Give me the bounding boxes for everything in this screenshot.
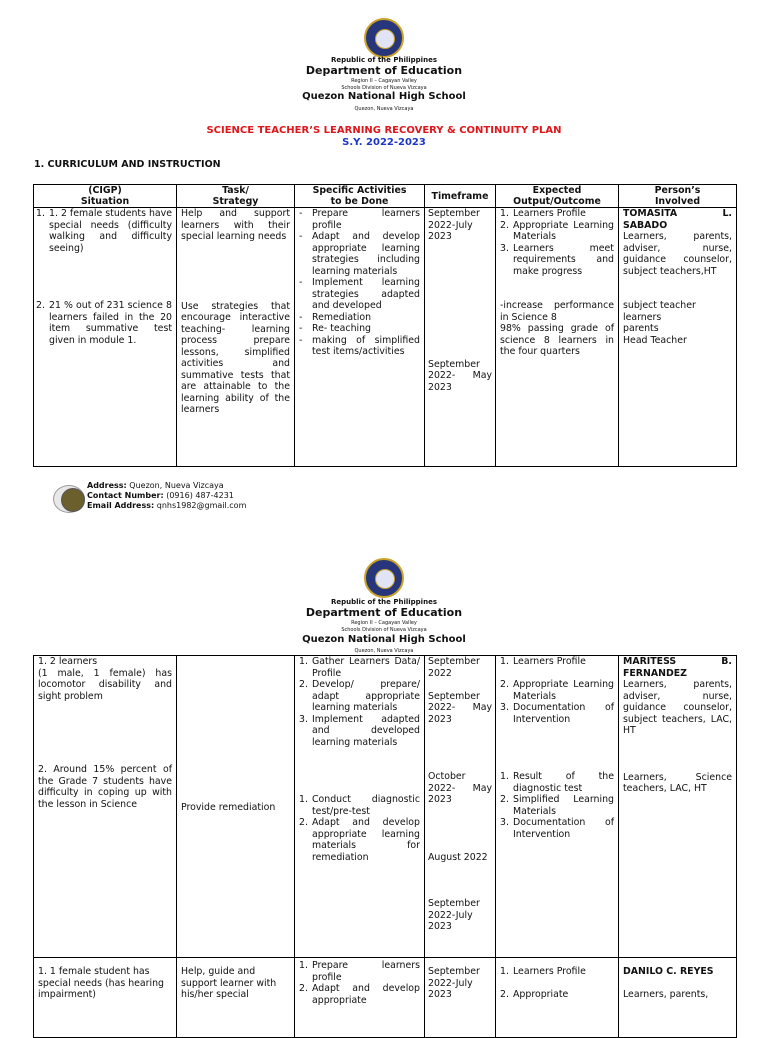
persons-cell [619,656,737,958]
deped-seal-logo [364,558,404,598]
output-item: 2. Appropriate [500,989,569,1000]
persons-name: TOMASITA L. SABADO [623,208,732,231]
output-cell [496,208,619,467]
activities-cell [295,208,425,467]
region-line: Region II – Cagayan Valley [351,620,417,626]
output-item: 1. Result of the diagnostic test [500,771,614,794]
output-item: 1. Learners Profile [500,966,586,977]
header-task: Task/ Strategy [177,185,295,208]
division-line: Schools Division of Nueva Vizcaya [341,627,427,633]
timeframe-text: September 2022-July 2023 [428,208,480,242]
situation-item: 2. 21 % out of 231 science 8 learners failed in the 20 item summative test given in module 1. [36,300,172,346]
task-text: Help, guide and support learner with his/her special [181,966,277,1000]
timeframe-text: September 2022-July 2023 [428,966,480,1000]
situation-item: 1. 1. 2 female students have special needs (difficulty walking and difficulty seeing) [36,208,172,254]
activity-item: 2. Adapt and develop appropriate [299,983,420,1006]
timeframe-text: September 2022- May 2023 [428,358,492,393]
timeframe-text: August 2022 [428,851,488,863]
output-item: 3. Documentation of Intervention [500,702,614,725]
activity-item: 1. Prepare learners profile [299,960,420,983]
deped-seal-logo [364,18,404,58]
persons-list: Learners, parents, [623,989,709,1000]
task-cell [177,656,295,958]
activity-item: 1. Gather Learners Data/ Profile [299,656,420,679]
persons-list: subject teacher learners parents Head Teacher [623,300,696,346]
school-location: Quezon, Nueva Vizcaya [354,648,414,654]
region-line: Region II – Cagayan Valley [351,78,417,84]
department-heading: Department of Education [305,606,463,619]
activity-item: - Implement learning strategies adapted and developed [299,277,420,311]
output-item: 2. Appropriate Learning Materials [500,679,614,702]
timeframe-text: September 2022- May 2023 [428,690,492,725]
plan-table-1 [33,184,737,467]
timeframe-text: September 2022-July 2023 [428,898,480,932]
timeframe-cell [425,208,496,467]
school-name: Quezon National High School [302,634,466,645]
footer-email[interactable]: Email Address: qnhs1982@gmail.com [87,501,247,510]
activity-item: - Re- teaching [299,323,372,334]
situation-text: 1. 1 female student has special needs (has hearing impairment) [38,966,164,1000]
persons-cell [619,208,737,467]
activity-item: 1. Conduct diagnostic test/pre-test [299,794,420,817]
persons-name: MARITESS B. FERNANDEZ [623,656,732,679]
task-cell [177,208,295,467]
division-line: Schools Division of Nueva Vizcaya [341,85,427,91]
plan-title: SCIENCE TEACHER’S LEARNING RECOVERY & CONTINUITY PLAN [206,125,562,136]
header-persons: Person’s Involved [619,185,737,208]
school-location: Quezon, Nueva Vizcaya [354,106,414,112]
department-heading: Department of Education [305,64,463,77]
task-text: Help and support learners with their special learning needs [181,208,290,242]
output-item: 2. Appropriate Learning Materials [500,219,614,242]
task-text: Provide remediation [181,802,276,813]
persons-list: Learners, Science teachers, LAC, HT [623,771,732,794]
activity-item: - Adapt and develop appropriate learning strategies including learning materials [299,231,420,277]
timeframe-cell [425,656,496,958]
republic-heading: Republic of the Philippines [331,598,437,606]
activity-item: 2. Develop/ prepare/ adapt appropriate learning materials [299,679,420,713]
output-cell [496,958,619,1038]
task-cell [177,958,295,1038]
activity-item: - making of simplified test items/activities [299,334,420,357]
header-situation: (CIGP) Situation [34,185,177,208]
section-heading: 1. CURRICULUM AND INSTRUCTION [34,159,221,170]
school-year: S.Y. 2022-2023 [342,137,426,148]
situation-cell [34,208,177,467]
activity-item: 3. Implement adapted and developed learning materials [299,713,420,748]
situation-cell [34,958,177,1038]
school-emblem-icon [61,488,85,512]
output-item: 3. Learners meet requirements and make progress [500,242,614,277]
persons-list: Learners, parents, adviser, nurse, guidance counselor, subject teachers, LAC, HT [623,679,732,736]
output-text: -increase performance in Science 8 98% passing grade of science 8 learners in the four quarters [500,300,614,357]
header-activities: Specific Activities to be Done [295,185,425,208]
persons-cell [619,958,737,1038]
footer-contact [87,481,246,511]
persons-list: Learners, parents, adviser, nurse, guidance counselor, subject teachers,HT [623,231,732,277]
situation-text: 2. Around 15% percent of the Grade 7 students have difficulty in coping up with the lesson in Science [38,764,172,810]
footer-contact-number: Contact Number: (0916) 487-4231 [87,491,234,500]
activity-item: 2. Adapt and develop appropriate learning materials for remediation [299,817,420,863]
plan-table-2 [33,655,737,1038]
timeframe-text: September 2022 [428,656,480,679]
school-name: Quezon National High School [302,91,466,102]
output-cell [496,656,619,958]
republic-heading: Republic of the Philippines [331,56,437,64]
situation-text: 1. 2 learners (1 male, 1 female) has locomotor disability and sight problem [38,656,172,702]
timeframe-cell [425,958,496,1038]
output-item: 1. Learners Profile [500,208,586,219]
activity-item: - Remediation [299,311,372,323]
persons-name: DANILO C. REYES [623,966,714,977]
footer-address: Address: Quezon, Nueva Vizcaya [87,481,224,490]
timeframe-text: October 2022- May 2023 [428,771,492,805]
output-item: 2. Simplified Learning Materials [500,794,614,817]
activities-cell [295,656,425,958]
activities-cell [295,958,425,1038]
task-text: Use strategies that encourage interactive teaching- learning process prepare lessons, simplified activities and summative tests that are attainable to the learning ability of the learners [181,300,290,415]
header-output: Expected Output/Outcome [496,185,619,208]
activity-item: - Prepare learners profile [299,208,420,231]
situation-cell [34,656,177,958]
header-timeframe: Timeframe [425,185,496,208]
output-item: 3. Documentation of Intervention [500,817,614,840]
output-item: 1. Learners Profile [500,656,586,667]
